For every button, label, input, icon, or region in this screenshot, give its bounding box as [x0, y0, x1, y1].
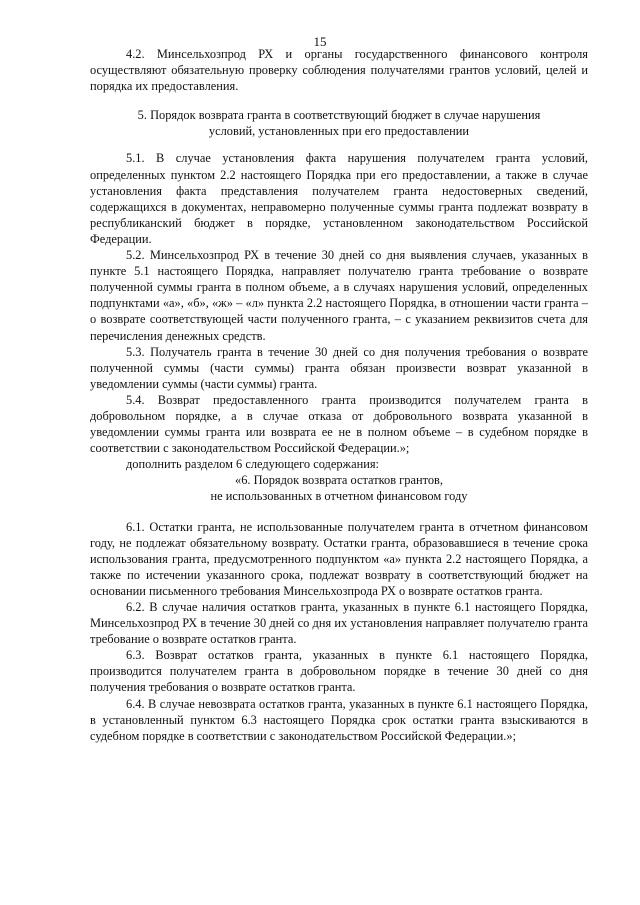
document-body [90, 46, 588, 744]
section-5-heading-line-1: 5. Порядок возврата гранта в соответствующий бюджет в случае нарушения [137, 108, 541, 123]
paragraph-6-2: 6.2. В случае наличия остатков гранта, указанных в пункте 6.1 настоящего Порядка, Минсельхозпрод РХ в течение 30 дней со дня их установления направляет получателю гранта требование о возврате остатков гранта. [90, 600, 588, 647]
section-5-heading [90, 107, 588, 139]
page-number: 15 [313, 34, 327, 49]
section-6-heading [90, 472, 588, 504]
amendment-intro: дополнить разделом 6 следующего содержания: [126, 457, 379, 472]
paragraph-5-4: 5.4. Возврат предоставленного гранта производится получателем гранта в добровольном порядке, а в случае отказа от добровольного возврата указанной в уведомлении суммы гранта или возврата ее не в полном объеме – в судебном порядке в соответствии с законодательством Российской Федерации.»; [90, 392, 588, 456]
section-5-heading-line-2: условий, установленных при его предоставлении [208, 124, 470, 139]
paragraph-4-2: 4.2. Минсельхозпрод РХ и органы государственного финансового контроля осуществляют обязательную проверку соблюдения получателями грантов условий, целей и порядка их предоставления. [90, 47, 588, 94]
paragraph-6-1: 6.1. Остатки гранта, не использованные получателем гранта в отчетном финансовом году, не подлежат обязательному возврату. Остатки гранта, образовавшиеся в течение срока использования гранта, предусмотренного подпунктом «а» пункта 2.2 настоящего Порядка, а также по истечении указанного срока, подлежат возврату в соответствующий бюджет на основании письменного требования Минсельхозпрода РХ о возврате остатков гранта. [90, 519, 588, 598]
paragraph-5-3: 5.3. Получатель гранта в течение 30 дней со дня получения требования о возврате полученной суммы (части суммы) гранта обязан произвести возврат указанной в уведомлении суммы (части суммы) гранта. [90, 344, 588, 391]
paragraph-6-4: 6.4. В случае невозврата остатков гранта, указанных в пункте 6.1 настоящего Порядка, в установленный пунктом 6.3 настоящего Порядка срок остатки гранта взыскиваются в судебном порядке в соответствии с законодательством Российской Федерации.»; [90, 696, 588, 743]
section-6-heading-line-1: «6. Порядок возврата остатков грантов, [235, 473, 443, 488]
paragraph-5-1: 5.1. В случае установления факта нарушения получателем гранта условий, определенных пунктом 2.2 настоящего Порядка при его предоставлении, а также в случае установления факта представления получателем гранта недостоверных сведений, содержащихся в документах, неправомерно полученные суммы гранта подлежат возврату в республиканский бюджет в порядке, установленном законодательством Российской Федерации. [90, 151, 588, 246]
paragraph-6-3: 6.3. Возврат остатков гранта, указанных в пункте 6.1 настоящего Порядка, производится получателем гранта в добровольном порядке в течение 30 дней со дня получения требования о возврате остатков гранта. [90, 648, 588, 695]
section-6-heading-line-2: не использованных в отчетном финансовом году [210, 489, 468, 504]
paragraph-5-2: 5.2. Минсельхозпрод РХ в течение 30 дней со дня выявления случаев, указанных в пункте 5.1 настоящего Порядка, направляет получателю гранта требование о возврате полученной суммы гранта в полном объеме, а в случаях нарушения условий, определенных подпунктами «а», «б», «ж» – «л» пункта 2.2 настоящего Порядка, в отношении части гранта – о возврате соответствующей части полученного гранта, – с указанием реквизитов счета для перечисления денежных средств. [90, 248, 588, 343]
